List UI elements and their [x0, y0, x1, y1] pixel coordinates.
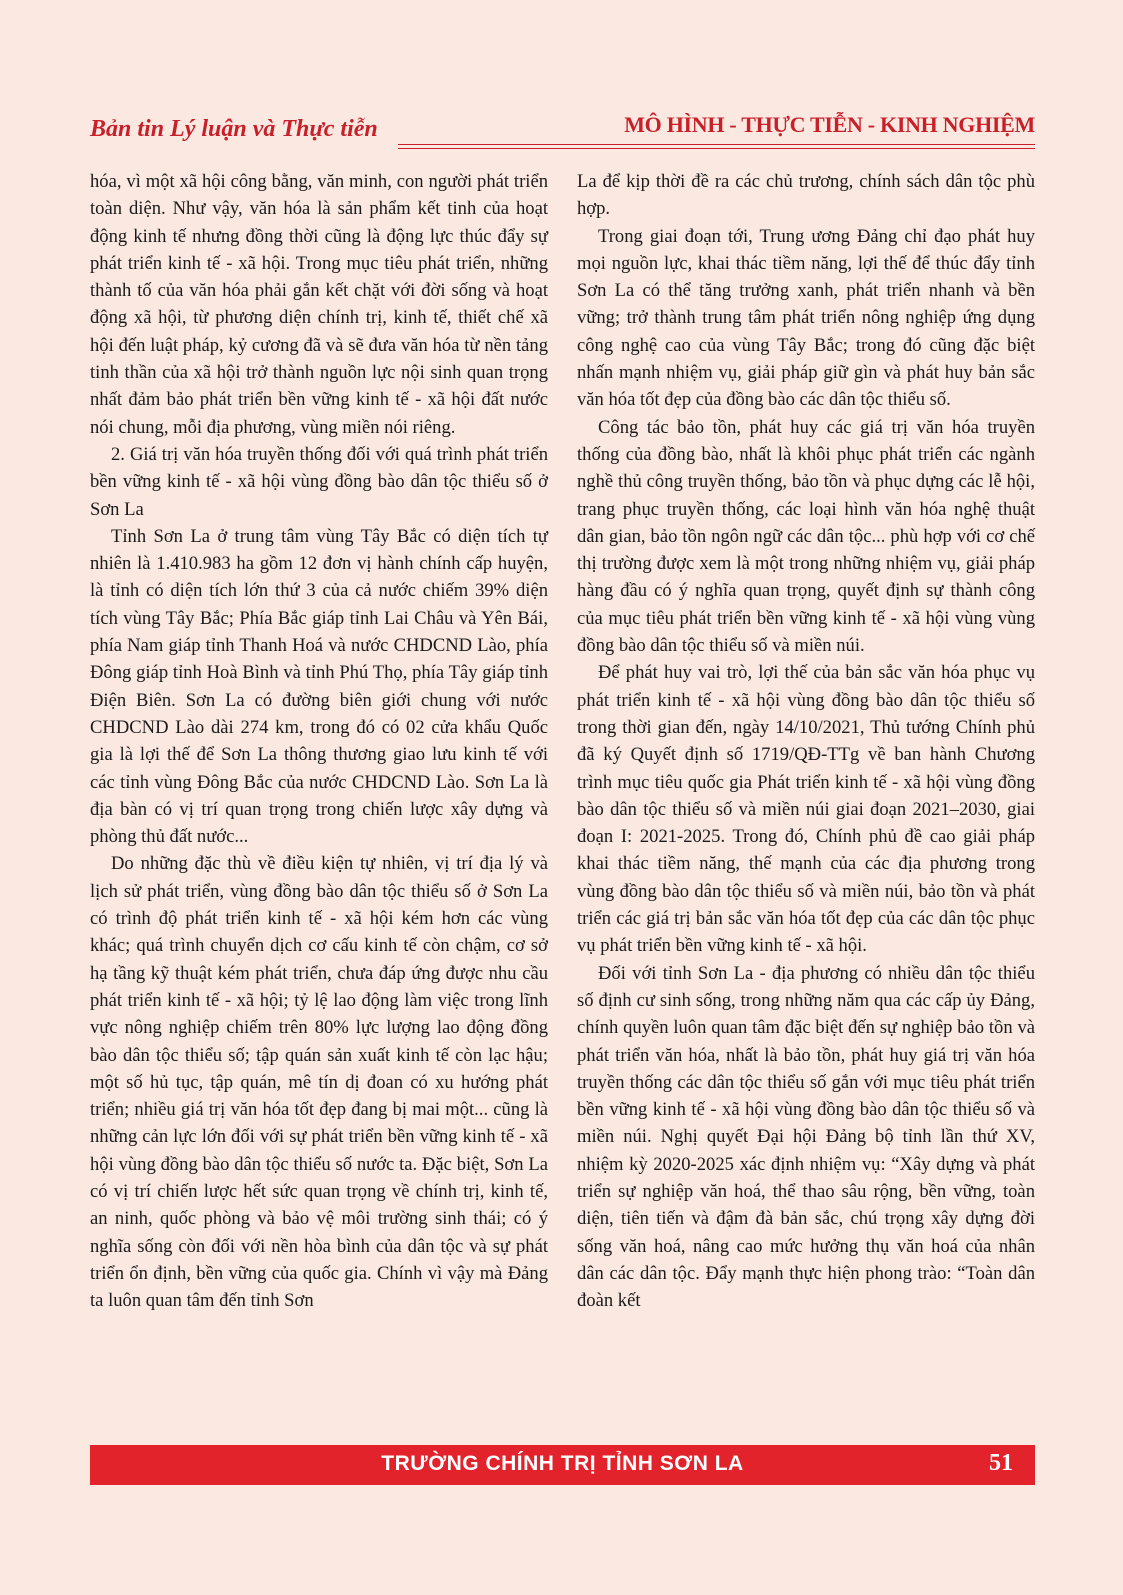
publication-title: Bản tin Lý luận và Thực tiễn [90, 116, 378, 142]
header-rule [398, 144, 1035, 145]
page-footer [90, 1445, 1035, 1485]
header-rule-secondary [398, 148, 1035, 149]
paragraph: hóa, vì một xã hội công bằng, văn minh, con người phát triển toàn diện. Như vậy, văn hóa là sản phẩm kết tinh của hoạt động kinh tế nhưng đồng thời cũng là động lực thúc đẩy sự phát triển kinh tế - xã hội. Trong mục tiêu phát triển, những thành tố của văn hóa phải gắn kết chặt với đời sống và hoạt động xã hội, từ phương diện chính trị, kinh tế, thiết chế xã hội đến luật pháp, kỷ cương đã và sẽ đưa văn hóa từ nền tảng tinh thần của xã hội trở thành nguồn lực nội sinh quan trọng nhất đảm bảo phát triển bền vững kinh tế - xã hội đất nước nói chung, mỗi địa phương, vùng miền nói riêng. [90, 171, 548, 438]
paragraph: Tỉnh Sơn La ở trung tâm vùng Tây Bắc có diện tích tự nhiên là 1.410.983 ha gồm 12 đơn vị hành chính cấp huyện, là tỉnh có diện tích lớn thứ 3 của cả nước chiếm 39% diện tích vùng Tây Bắc; Phía Bắc giáp tỉnh Lai Châu và Yên Bái, phía Nam giáp tỉnh Thanh Hoá và nước CHDCND Lào, phía Đông giáp tỉnh Hoà Bình và tỉnh Phú Thọ, phía Tây giáp tỉnh Điện Biên. Sơn La có đường biên giới chung với nước CHDCND Lào dài 274 km, trong đó có 02 cửa khẩu Quốc gia là lợi thế để Sơn La thông thương giao lưu kinh tế với các tỉnh vùng Đông Bắc của nước CHDCND Lào. Sơn La là địa bàn có vị trí quan trọng trong chiến lược xây dựng và phòng thủ đất nước... [90, 525, 548, 848]
paragraph: Trong giai đoạn tới, Trung ương Đảng chỉ đạo phát huy mọi nguồn lực, khai thác tiềm năng, lợi thế để thúc đẩy tỉnh Sơn La có thể tăng trưởng xanh, phát triển nhanh và bền vững; trở thành trung tâm phát triển nông nghiệp ứng dụng công nghệ cao của vùng Tây Bắc; trong đó cũng đặc biệt nhấn mạnh nhiệm vụ, giải pháp giữ gìn và phát huy bản sắc văn hóa tốt đẹp của đồng bào các dân tộc thiểu số. [577, 225, 1035, 411]
left-column [90, 168, 548, 1314]
section-title: MÔ HÌNH - THỰC TIỄN - KINH NGHIỆM [624, 112, 1035, 137]
right-column [577, 168, 1035, 1314]
paragraph: Đối với tỉnh Sơn La - địa phương có nhiều dân tộc thiểu số định cư sinh sống, trong những năm qua các cấp ủy Đảng, chính quyền luôn quan tâm đặc biệt đến sự nghiệp bảo tồn và phát triển văn hóa, nhất là bảo tồn, phát huy giá trị văn hóa truyền thống các dân tộc thiểu số gắn với mục tiêu phát triển bền vững kinh tế - xã hội vùng đồng bào dân tộc thiểu số và miền núi. Nghị quyết Đại hội Đảng bộ tỉnh lần thứ XV, nhiệm kỳ 2020-2025 xác định nhiệm vụ: “Xây dựng và phát triển sự nghiệp văn hoá, thể thao sâu rộng, bền vững, toàn diện, tiên tiến và đậm đà bản sắc, chú trọng xây dựng đời sống văn hoá, nâng cao mức hưởng thụ văn hoá của nhân dân các dân tộc. Đẩy mạnh thực hiện phong trào: “Toàn dân đoàn kết [577, 962, 1035, 1312]
paragraph: Công tác bảo tồn, phát huy các giá trị văn hóa truyền thống của đồng bào, nhất là khôi phục phát triển các ngành nghề thủ công truyền thống, bảo tồn và phục dựng các lễ hội, trang phục truyền thống, các loại hình văn hóa nghệ thuật dân gian, bảo tồn ngôn ngữ các dân tộc... phù hợp với cơ chế thị trường được xem là một trong những nhiệm vụ, giải pháp hàng đầu có ý nghĩa quan trọng, quyết định sự thành công của mục tiêu phát triển bền vững kinh tế - xã hội vùng vùng đồng bào dân tộc thiểu số và miền núi. [577, 416, 1035, 657]
paragraph: La để kịp thời đề ra các chủ trương, chính sách dân tộc phù hợp. [577, 171, 1035, 220]
paragraph: Do những đặc thù về điều kiện tự nhiên, vị trí địa lý và lịch sử phát triển, vùng đồng bào dân tộc thiểu số ở Sơn La có trình độ phát triển kinh tế - xã hội kém hơn các vùng khác; quá trình chuyển dịch cơ cấu kinh tế còn chậm, cơ sở hạ tầng kỹ thuật kém phát triển, chưa đáp ứng được nhu cầu phát triển kinh tế - xã hội; tỷ lệ lao động làm việc trong lĩnh vực nông nghiệp chiếm trên 80% lực lượng lao động đồng bào dân tộc thiểu số; tập quán sản xuất kinh tế còn lạc hậu; một số hủ tục, tập quán, mê tín dị đoan có xu hướng phát triển; nhiều giá trị văn hóa tốt đẹp đang bị mai một... cũng là những cản lực lớn đối với sự phát triển bền vững kinh tế - xã hội vùng đồng bào dân tộc thiểu số nước ta. Đặc biệt, Sơn La có vị trí chiến lược hết sức quan trọng về chính trị, kinh tế, an ninh, quốc phòng và bảo vệ môi trường sinh thái; có ý nghĩa sống còn đối với nền hòa bình của dân tộc và sự phát triển ổn định, bền vững của quốc gia. Chính vì vậy mà Đảng ta luôn quan tâm đến tỉnh Sơn [90, 853, 548, 1312]
page-number: 51 [989, 1450, 1013, 1476]
section-heading: 2. Giá trị văn hóa truyền thống đối với quá trình phát triển bền vững kinh tế - xã hội vùng đồng bào dân tộc thiểu số ở Sơn La [90, 443, 548, 520]
footer-title: TRƯỜNG CHÍNH TRỊ TỈNH SƠN LA [381, 1452, 744, 1475]
paragraph: Để phát huy vai trò, lợi thế của bản sắc văn hóa phục vụ phát triển kinh tế - xã hội vùng đồng bào dân tộc thiểu số trong thời gian đến, ngày 14/10/2021, Thủ tướng Chính phủ đã ký Quyết định số 1719/QĐ-TTg về ban hành Chương trình mục tiêu quốc gia Phát triển kinh tế - xã hội vùng đồng bào dân tộc thiểu số và miền núi giai đoạn 2021–2030, giai đoạn I: 2021-2025. Trong đó, Chính phủ đề cao giải pháp khai thác tiềm năng, thế mạnh của các địa phương trong vùng đồng bào dân tộc thiểu số và miền núi, bảo tồn và phát triển các giá trị bản sắc văn hóa tốt đẹp của các dân tộc phục vụ phát triển bền vững kinh tế - xã hội. [577, 662, 1035, 957]
